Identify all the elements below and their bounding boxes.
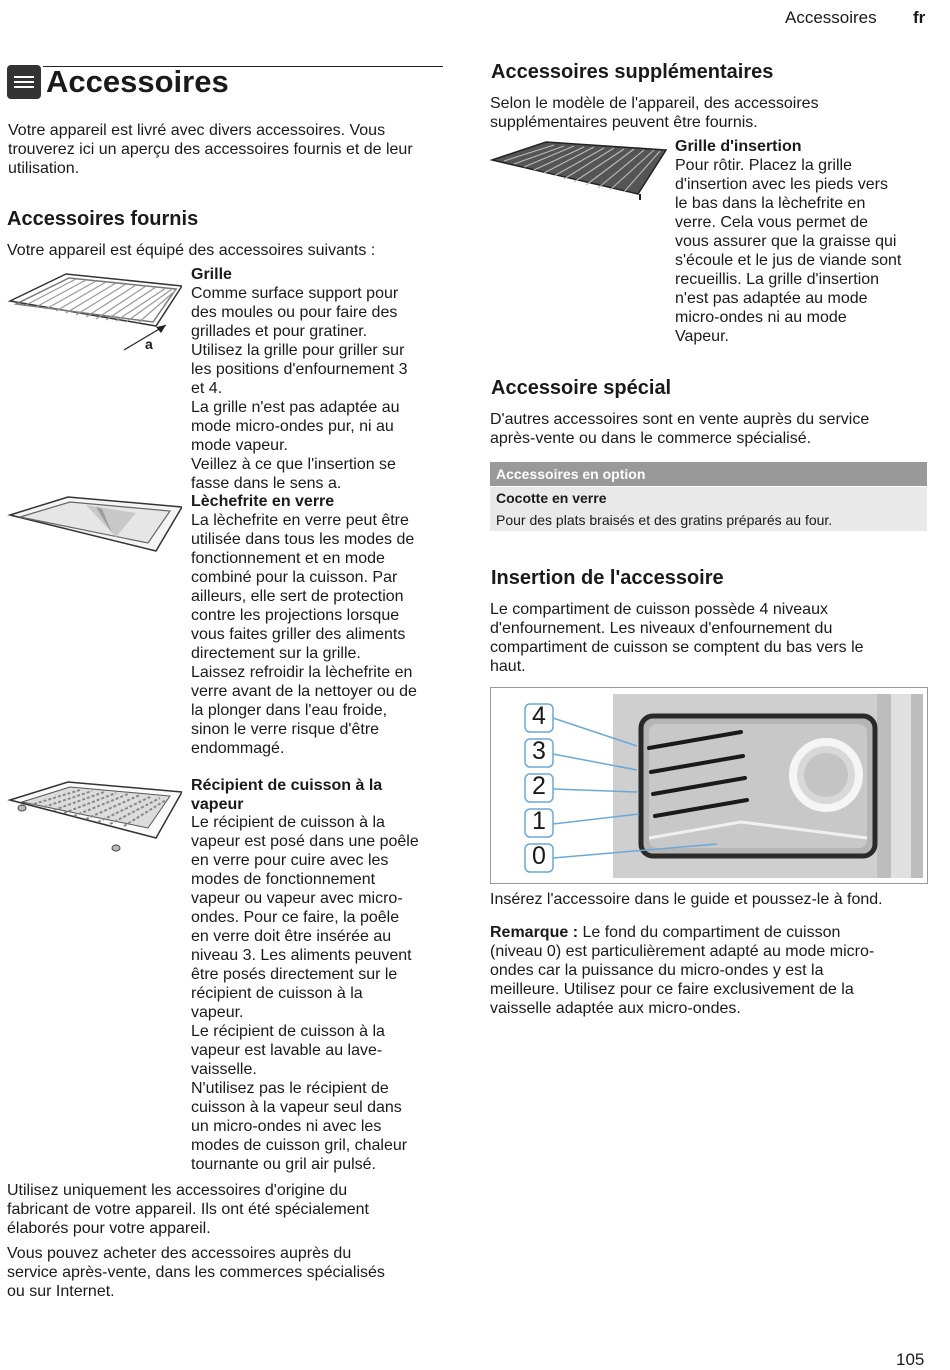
grille-insertion-desc: Pour rôtir. Placez la grille d'insertion avec les pieds vers le bas dans la lèchefrite en verre. Cela vous permet de vous assurer que la graisse qui s'écoule et le jus de viande sont recueillis. La grille d'insertion n'est pas adaptée au mode micro-ondes ni au mode Vapeur. [675, 157, 902, 345]
recipient-desc: Le récipient de cuisson à la vapeur est posé dans une poêle en verre pour cuire avec les modes de fonctionnement vapeur ou vapeur avec micro- ondes. Pour ce faire, la poêle en verre doit être insérée au niveau 3. Les aliments peuvent être posés directement sur le récipient de cuisson à la vapeur. Le récipient de cuisson à la vapeur est lavable au lave- vaisselle. N'utilisez pas le récipient de cuisson à la vapeur seul dans un micro-ondes ni avec les modes de cuisson gril, chaleur tournante ou gril air pulsé. [191, 814, 419, 1173]
remark-label: Remarque : [490, 924, 579, 941]
origin-text: Utilisez uniquement les accessoires d'origine du fabricant de votre appareil. Ils ont été spécialement élaborés pour votre appareil. [7, 1182, 369, 1237]
insertion-text: Le compartiment de cuisson possède 4 niveaux d'enfournement. Les niveaux d'enfournement du compartiment de cuisson se comptent du bas vers le haut. [490, 601, 864, 675]
level-label-4: 4 [532, 702, 546, 730]
option-table-header: Accessoires en option [490, 462, 927, 487]
insertion-caption: Insérez l'accessoire dans le guide et poussez-le à fond. [490, 891, 883, 908]
page-title: Accessoires [46, 64, 229, 99]
lechefrite-title: Lèchefrite en verre [191, 493, 335, 510]
header-lang: fr [913, 8, 926, 27]
grille-illustration [6, 268, 182, 358]
grille-title: Grille [191, 266, 232, 283]
level-label-0: 0 [532, 842, 546, 870]
recipient-illustration [6, 778, 182, 854]
grille-insertion-illustration [490, 138, 668, 202]
lechefrite-illustration [6, 493, 182, 565]
recipient-title: Récipient de cuisson à la vapeur [191, 777, 383, 813]
option-desc: Pour des plats braisés et des gratins préparés au four. [490, 509, 927, 531]
option-table [490, 462, 927, 531]
level-label-2: 2 [532, 772, 546, 800]
option-item: Cocotte en verre [490, 487, 927, 510]
fournis-intro: Votre appareil est équipé des accessoires suivants : [7, 242, 376, 259]
oven-illustration [490, 687, 928, 884]
grille-desc: Comme surface support pour des moules ou pour faire des grillades et pour gratiner. Utilisez la grille pour griller sur les positions d'enfournement 3 et 4. La grille n'est pas adaptée au mode micro-ondes pur, ni au mode vapeur. Veillez à ce que l'insertion se fasse dans le sens a. [191, 285, 408, 492]
buy-text: Vous pouvez acheter des accessoires auprès du service après-vente, dans les commerces spécialisés ou sur Internet. [7, 1245, 385, 1300]
fournis-heading: Accessoires fournis [7, 208, 199, 230]
intro-text: Votre appareil est livré avec divers accessoires. Vous trouverez ici un aperçu des accessoires fournis et de leur utilisation. [8, 122, 413, 177]
header-section: Accessoires [785, 8, 877, 27]
supp-heading: Accessoires supplémentaires [491, 61, 774, 83]
remark: Remarque : Le fond du compartiment de cuisson (niveau 0) est particulièrement adapté au mode micro- ondes car la puissance du micro-ondes y est la meilleure. Utilisez pour ce faire exclusivement de la vaisselle adaptée aux micro-ondes. [490, 924, 875, 1017]
grille-label-a: a [145, 336, 153, 352]
level-label-1: 1 [532, 807, 546, 835]
accessories-icon [7, 65, 41, 99]
special-heading: Accessoire spécial [491, 377, 672, 399]
page-number: 105 [896, 1350, 925, 1369]
grille-insertion-title: Grille d'insertion [675, 138, 802, 155]
insertion-heading: Insertion de l'accessoire [491, 567, 724, 589]
special-text: D'autres accessoires sont en vente auprès du service après-vente ou dans le commerce spécialisé. [490, 411, 870, 447]
level-label-3: 3 [532, 737, 546, 765]
lechefrite-desc: La lèchefrite en verre peut être utilisée dans tous les modes de fonctionnement et en mode combiné pour la cuisson. Par ailleurs, elle sert de protection contre les projections lorsque vous faites griller des aliments directement sur la grille. Laissez refroidir la lèchefrite en verre avant de la nettoyer ou de la plonger dans l'eau froide, sinon le verre risque d'être endommagé. [191, 512, 417, 757]
supp-text: Selon le modèle de l'appareil, des accessoires supplémentaires peuvent être fournis. [490, 95, 819, 131]
